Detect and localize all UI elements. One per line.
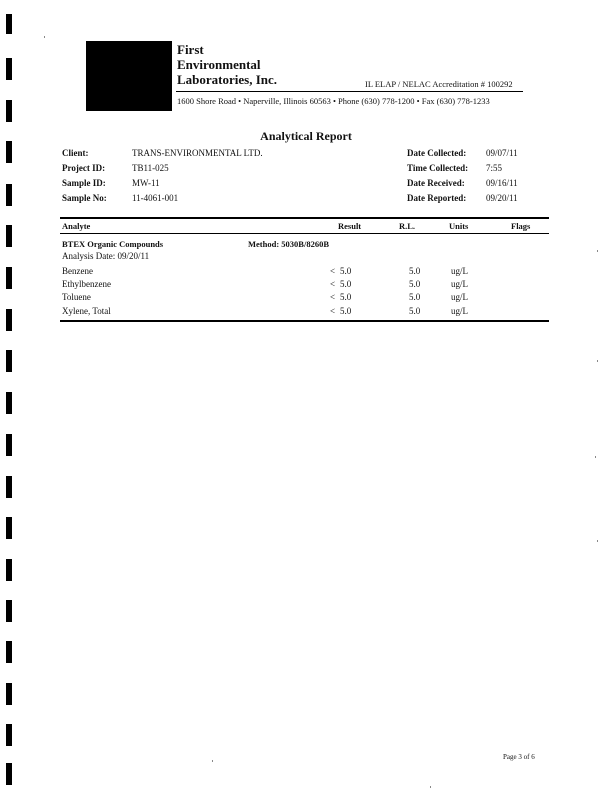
date-reported-value: 09/20/11 bbox=[486, 193, 518, 203]
time-collected-label: Time Collected: bbox=[407, 163, 469, 173]
date-reported-label: Date Reported: bbox=[407, 193, 467, 203]
scan-mark bbox=[6, 683, 12, 705]
scan-mark bbox=[6, 434, 12, 456]
date-collected-label: Date Collected: bbox=[407, 148, 467, 158]
row-rl: 5.0 bbox=[409, 292, 421, 302]
date-received-value: 09/16/11 bbox=[486, 178, 518, 188]
analysis-date: Analysis Date: 09/20/11 bbox=[62, 251, 150, 261]
scan-mark bbox=[6, 600, 12, 622]
header-rule bbox=[60, 233, 549, 234]
table-top-rule bbox=[60, 217, 549, 219]
row-analyte: Ethylbenzene bbox=[62, 279, 111, 289]
scan-mark bbox=[6, 225, 12, 247]
row-rl: 5.0 bbox=[409, 306, 421, 316]
client-label: Client: bbox=[62, 148, 89, 158]
sample-no-label: Sample No: bbox=[62, 193, 107, 203]
header-flags: Flags bbox=[511, 221, 531, 231]
company-name-line3: Laboratories, Inc. bbox=[177, 72, 278, 87]
scan-mark bbox=[6, 14, 12, 34]
company-name-line2: Environmental bbox=[177, 57, 261, 72]
row-qualifier: < bbox=[330, 306, 336, 316]
scan-mark bbox=[6, 141, 12, 163]
row-units: ug/L bbox=[451, 306, 468, 316]
scan-mark bbox=[6, 724, 12, 746]
row-qualifier: < bbox=[330, 266, 336, 276]
row-result: 5.0 bbox=[340, 266, 352, 276]
row-units: ug/L bbox=[451, 292, 468, 302]
scan-mark bbox=[6, 100, 12, 122]
row-analyte: Toluene bbox=[62, 292, 91, 302]
company-logo bbox=[86, 41, 172, 111]
speck bbox=[595, 456, 596, 458]
time-collected-value: 7:55 bbox=[486, 163, 503, 173]
report-title: Analytical Report bbox=[260, 129, 352, 143]
row-analyte: Benzene bbox=[62, 266, 93, 276]
row-rl: 5.0 bbox=[409, 279, 421, 289]
scan-mark bbox=[6, 350, 12, 372]
row-units: ug/L bbox=[451, 279, 468, 289]
project-id-label: Project ID: bbox=[62, 163, 106, 173]
speck bbox=[44, 36, 45, 38]
row-result: 5.0 bbox=[340, 292, 352, 302]
header-analyte: Analyte bbox=[62, 221, 91, 231]
header-units: Units bbox=[449, 221, 469, 231]
scan-mark bbox=[6, 184, 12, 206]
letterhead-rule bbox=[176, 91, 523, 92]
table-bottom-rule bbox=[60, 320, 549, 322]
project-id-value: TB11-025 bbox=[132, 163, 169, 173]
client-value: TRANS-ENVIRONMENTAL LTD. bbox=[132, 148, 263, 158]
speck bbox=[597, 540, 598, 542]
header-result: Result bbox=[338, 221, 362, 231]
date-collected-value: 09/07/11 bbox=[486, 148, 518, 158]
speck bbox=[212, 760, 213, 762]
row-result: 5.0 bbox=[340, 279, 352, 289]
speck bbox=[597, 360, 598, 362]
speck bbox=[430, 786, 431, 788]
row-qualifier: < bbox=[330, 279, 336, 289]
scan-mark bbox=[6, 309, 12, 331]
group-name: BTEX Organic Compounds bbox=[62, 239, 164, 249]
row-units: ug/L bbox=[451, 266, 468, 276]
scan-mark bbox=[6, 517, 12, 539]
sample-id-value: MW-11 bbox=[132, 178, 160, 188]
header-rl: R.L. bbox=[399, 221, 416, 231]
page-number: Page 3 of 6 bbox=[503, 753, 535, 761]
scan-mark bbox=[6, 58, 12, 80]
scan-mark bbox=[6, 559, 12, 581]
company-name-line1: First bbox=[177, 42, 204, 57]
row-result: 5.0 bbox=[340, 306, 352, 316]
accreditation-number: IL ELAP / NELAC Accreditation # 100292 bbox=[365, 79, 513, 89]
scan-mark bbox=[6, 476, 12, 498]
company-address: 1600 Shore Road • Naperville, Illinois 60563 • Phone (630) 778-1200 • Fax (630) 778-1233 bbox=[177, 96, 490, 106]
date-received-label: Date Received: bbox=[407, 178, 465, 188]
row-qualifier: < bbox=[330, 292, 336, 302]
speck bbox=[597, 250, 598, 252]
sample-no-value: 11-4061-001 bbox=[132, 193, 179, 203]
scan-mark bbox=[6, 763, 12, 785]
scan-mark bbox=[6, 392, 12, 414]
row-analyte: Xylene, Total bbox=[62, 306, 111, 316]
row-rl: 5.0 bbox=[409, 266, 421, 276]
scan-mark bbox=[6, 641, 12, 663]
group-method: Method: 5030B/8260B bbox=[248, 239, 329, 249]
sample-id-label: Sample ID: bbox=[62, 178, 106, 188]
scan-mark bbox=[6, 267, 12, 289]
